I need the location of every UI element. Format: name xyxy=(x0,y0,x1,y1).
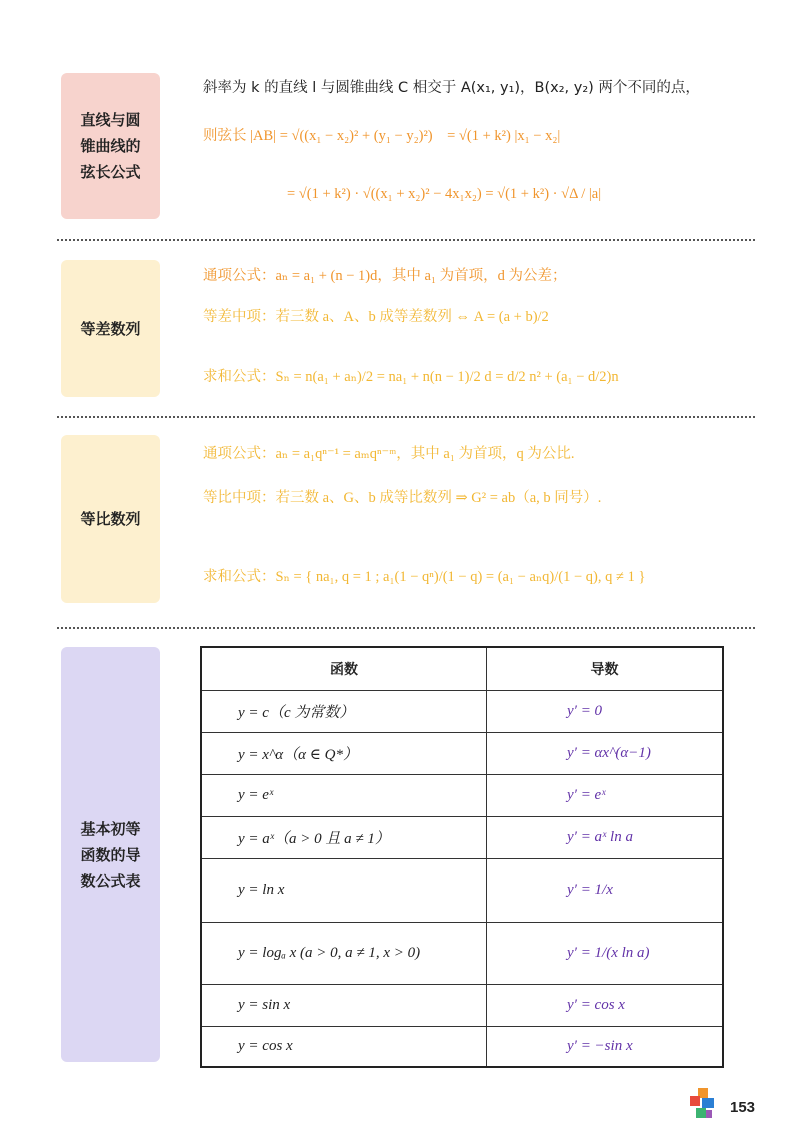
chord-formula-2: = √(1 + k²) · √((x₁ + x₂)² − 4x₁x₂) = √(1 + k²) · √Δ / |a| xyxy=(287,186,602,202)
geo-general-term xyxy=(203,442,575,463)
derivative-cell: y′ = 1/x xyxy=(487,859,724,923)
function-cell: y = ln x xyxy=(201,859,487,923)
table-header-row xyxy=(201,647,723,691)
section-label-chord-length xyxy=(61,73,160,219)
arith-general-term xyxy=(203,264,567,285)
section-divider xyxy=(57,416,755,418)
section-label-derivatives xyxy=(61,647,160,1062)
table-row xyxy=(201,859,723,923)
derivative-cell: y′ = αx^(α−1) xyxy=(487,733,724,775)
arith-sum-formula-text: 求和公式：Sₙ = n(a₁ + aₙ)/2 = na₁ + n(n − 1)/2 d = d/2 n² + (a₁ − d/2)n xyxy=(203,369,619,385)
chord-line-2 xyxy=(203,124,560,145)
function-cell: y = sin x xyxy=(201,985,487,1027)
section-label-text: 等比数列 xyxy=(80,510,141,528)
derivative-cell: y′ = cos x xyxy=(487,985,724,1027)
derivative-cell: y′ = 1/(x ln a) xyxy=(487,923,724,985)
section-label-text: 直线与圆 锥曲线的 弦长公式 xyxy=(80,111,141,181)
function-cell: y = cos x xyxy=(201,1027,487,1067)
chord-intro-text: 斜率为 k 的直线 l 与圆锥曲线 C 相交于 A(x₁, y₁)，B(x₂, y₂) 两个不同的点， xyxy=(203,80,700,96)
derivative-cell: y′ = 0 xyxy=(487,691,724,733)
table-row xyxy=(201,691,723,733)
chord-formula-1: 则弦长 |AB| = √((x₁ − x₂)² + (y₁ − y₂)²) = √(1 + k²) |x₁ − x₂| xyxy=(203,128,561,144)
geo-sum-formula-text: 求和公式：Sₙ = { na₁, q = 1 ; a₁(1 − qⁿ)/(1 − q) = (a₁ − aₙq)/(1 − q), q ≠ 1 } xyxy=(203,569,646,585)
section-label-text: 等差数列 xyxy=(80,319,141,338)
derivative-cell: y′ = eˣ xyxy=(487,775,724,817)
derivative-cell: y′ = −sin x xyxy=(487,1027,724,1067)
geo-middle-term xyxy=(203,486,601,507)
geo-middle-term-text: 等比中项：若三数 a、G、b 成等比数列 ⇒ G² = ab（a, b 同号）. xyxy=(203,490,602,506)
section-divider xyxy=(57,627,755,629)
table-row xyxy=(201,985,723,1027)
section-label-arithmetic xyxy=(61,260,160,397)
arith-sum-formula xyxy=(203,365,619,386)
header-derivative: 导数 xyxy=(487,647,724,691)
derivative-table xyxy=(200,646,724,1068)
function-cell: y = logₐ x (a > 0, a ≠ 1, x > 0) xyxy=(201,923,487,985)
derivative-cell: y′ = aˣ ln a xyxy=(487,817,724,859)
table-row xyxy=(201,817,723,859)
publisher-logo-icon xyxy=(690,1088,720,1122)
function-cell: y = aˣ（a > 0 且 a ≠ 1） xyxy=(201,817,487,859)
table-row xyxy=(201,1027,723,1067)
section-label-geometric xyxy=(61,435,160,603)
section-divider xyxy=(57,239,755,241)
table-row xyxy=(201,733,723,775)
geo-sum-formula xyxy=(203,565,645,586)
header-function: 函数 xyxy=(201,647,487,691)
section-label-text: 基本初等 函数的导 数公式表 xyxy=(80,819,141,890)
function-cell: y = x^α（α ∈ Q*） xyxy=(201,733,487,775)
page-number: 153 xyxy=(730,1099,756,1116)
function-cell: y = eˣ xyxy=(201,775,487,817)
chord-line-3 xyxy=(287,186,601,203)
function-cell: y = c（c 为常数） xyxy=(201,691,487,733)
chord-line-1 xyxy=(203,76,700,97)
arith-middle-term xyxy=(203,305,549,326)
arith-middle-term-text: 等差中项：若三数 a、A、b 成等差数列 ⇔ A = (a + b)/2 xyxy=(203,309,549,325)
arith-general-term-text: 通项公式：aₙ = a₁ + (n − 1)d，其中 a₁ 为首项，d 为公差； xyxy=(203,268,567,284)
geo-general-term-text: 通项公式：aₙ = a₁qⁿ⁻¹ = aₘqⁿ⁻ᵐ，其中 a₁ 为首项，q 为公比. xyxy=(203,446,575,462)
table-row xyxy=(201,775,723,817)
table-row xyxy=(201,923,723,985)
